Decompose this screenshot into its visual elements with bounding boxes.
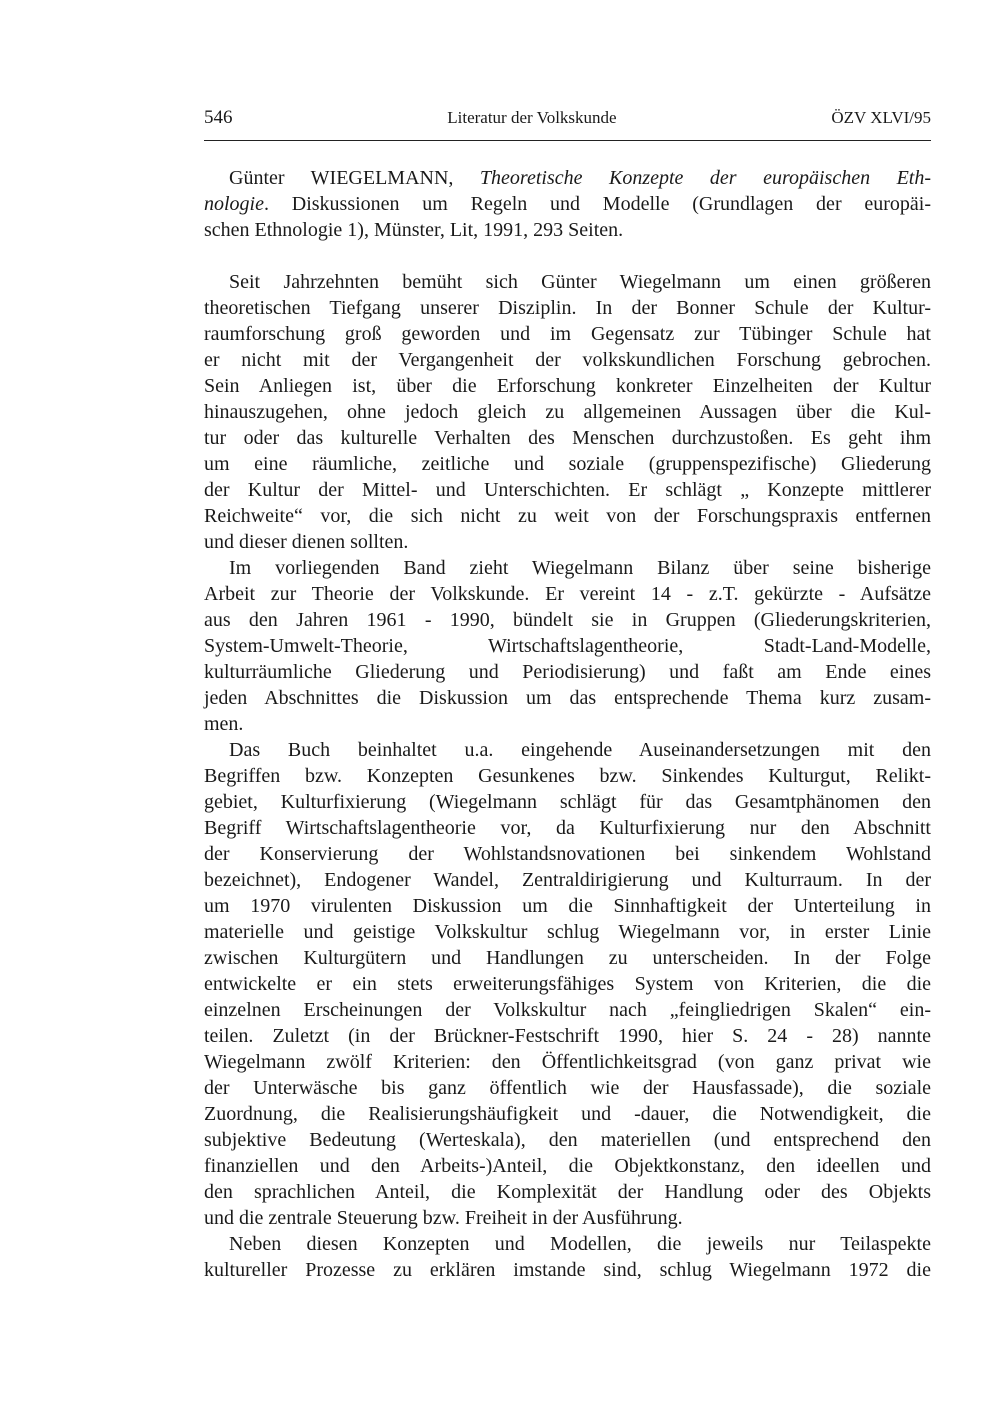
running-header xyxy=(204,104,931,132)
text-line: um 1970 virulenten Diskussion um die Sinnhaftigkeit der Unterteilung in xyxy=(204,895,931,917)
text-line: Neben diesen Konzepten und Modellen, die jeweils nur Teilaspekte xyxy=(229,1233,931,1255)
journal-reference: ÖZV XLVI/95 xyxy=(831,108,931,127)
text-line: Im vorliegenden Band zieht Wiegelmann Bilanz über seine bisherige xyxy=(229,557,931,579)
paragraph xyxy=(204,269,931,555)
text-line: Begriff Wirtschaftslagentheorie vor, da Kulturfixierung nur den Abschnitt xyxy=(204,817,931,839)
text-line: Begriffen bzw. Konzepten Gesunkenes bzw. Sinkendes Kulturgut, Relikt- xyxy=(204,765,931,787)
citation-title: Theoretische Konzepte der europäischen Eth- xyxy=(479,167,932,189)
text-line: Reichweite“ vor, die sich nicht zu weit von der Forschungspraxis entfernen xyxy=(204,505,931,527)
text-line: Seit Jahrzehnten bemüht sich Günter Wiegelmann um einen größeren xyxy=(229,271,931,293)
text-line: Das Buch beinhaltet u.a. eingehende Auseinandersetzungen mit den xyxy=(229,739,931,761)
text-line: Zuordnung, die Realisierungshäufigkeit und -dauer, die Notwendigkeit, die xyxy=(204,1103,931,1125)
text-line: kultureller Prozesse zu erklären imstande sind, schlug Wiegelmann 1972 die xyxy=(204,1259,931,1281)
citation-author: Günter WIEGELMANN, xyxy=(229,167,454,189)
text-line: Arbeit zur Theorie der Volkskunde. Er vereint 14 - z.T. gekürzte - Aufsätze xyxy=(204,583,931,605)
citation-title-cont: nologie xyxy=(204,193,264,215)
header-rule xyxy=(204,140,931,141)
text-line: raumforschung groß geworden und im Gegensatz zur Tübinger Schule hat xyxy=(204,323,931,345)
citation-series: . Diskussionen um Regeln und Modelle (Grundlagen der europäi- xyxy=(264,193,931,215)
text-line: hinauszugehen, ohne jedoch gleich zu allgemeinen Aussagen über die Kul- xyxy=(204,401,931,423)
text-line: und die zentrale Steuerung bzw. Freiheit in der Ausführung. xyxy=(204,1207,683,1229)
text-line: tur oder das kulturelle Verhalten des Menschen durchzustoßen. Es geht ihm xyxy=(204,427,931,449)
text-line: teilen. Zuletzt (in der Brückner-Festschrift 1990, hier S. 24 - 28) nannte xyxy=(204,1025,931,1047)
text-line: entwickelte er ein stets erweiterungsfähiges System von Kriterien, die die xyxy=(204,973,931,995)
text-line: bezeichnet), Endogener Wandel, Zentraldirigierung und Kulturraum. In der xyxy=(204,869,931,891)
text-line: einzelnen Erscheinungen der Volkskultur nach „feingliedrigen Skalen“ ein- xyxy=(204,999,931,1021)
text-line: Sein Anliegen ist, über die Erforschung konkreter Einzelheiten der Kultur xyxy=(204,375,931,397)
text-line: den sprachlichen Anteil, die Komplexität der Handlung oder des Objekts xyxy=(204,1181,931,1203)
text-line: um eine räumliche, zeitliche und soziale (gruppenspezifische) Gliederung xyxy=(204,453,931,475)
text-line: men. xyxy=(204,713,244,735)
page-number: 546 xyxy=(204,107,233,128)
book-citation xyxy=(204,165,931,243)
text-line: jeden Abschnittes die Diskussion um das entsprechende Thema kurz zusam- xyxy=(204,687,931,709)
text-line: der Konservierung der Wohlstandsnovationen bei sinkendem Wohlstand xyxy=(204,843,931,865)
text-line: der Kultur der Mittel- und Unterschichten. Er schlägt „ Konzepte mittlerer xyxy=(204,479,931,501)
text-line: kulturräumliche Gliederung und Periodisierung) und faßt am Ende eines xyxy=(204,661,931,683)
text-line: er nicht mit der Vergangenheit der volkskundlichen Forschung gebrochen. xyxy=(204,349,931,371)
text-line: Wiegelmann zwölf Kriterien: den Öffentlichkeitsgrad (von ganz privat wie xyxy=(204,1051,931,1073)
text-line: gebiet, Kulturfixierung (Wiegelmann schlägt für das Gesamtphänomen den xyxy=(204,791,931,813)
text-line: zwischen Kulturgütern und Handlungen zu unterscheiden. In der Folge xyxy=(204,947,931,969)
text-line: System-Umwelt-Theorie, Wirtschaftslagentheorie, Stadt-Land-Modelle, xyxy=(204,635,931,657)
text-line: subjektive Bedeutung (Werteskala), den materiellen (und entsprechend den xyxy=(204,1129,931,1151)
text-line: finanziellen und den Arbeits-)Anteil, die Objektkonstanz, den ideellen und xyxy=(204,1155,931,1177)
paragraph xyxy=(204,737,931,1231)
document-page xyxy=(204,104,931,1283)
review-body xyxy=(204,269,931,1283)
citation-publisher: schen Ethnologie 1), Münster, Lit, 1991, 293 Seiten. xyxy=(204,219,624,241)
text-line: materielle und geistige Volkskultur schlug Wiegelmann vor, in erster Linie xyxy=(204,921,931,943)
text-line: aus den Jahren 1961 - 1990, bündelt sie in Gruppen (Gliederungskriterien, xyxy=(204,609,931,631)
paragraph xyxy=(204,1231,931,1283)
text-line: der Unterwäsche bis ganz öffentlich wie der Hausfassade), die soziale xyxy=(204,1077,931,1099)
text-line: theoretischen Tiefgang unserer Disziplin. In der Bonner Schule der Kultur- xyxy=(204,297,931,319)
running-title: Literatur der Volkskunde xyxy=(447,108,617,127)
paragraph xyxy=(204,555,931,737)
text-line: und dieser dienen sollten. xyxy=(204,531,409,553)
